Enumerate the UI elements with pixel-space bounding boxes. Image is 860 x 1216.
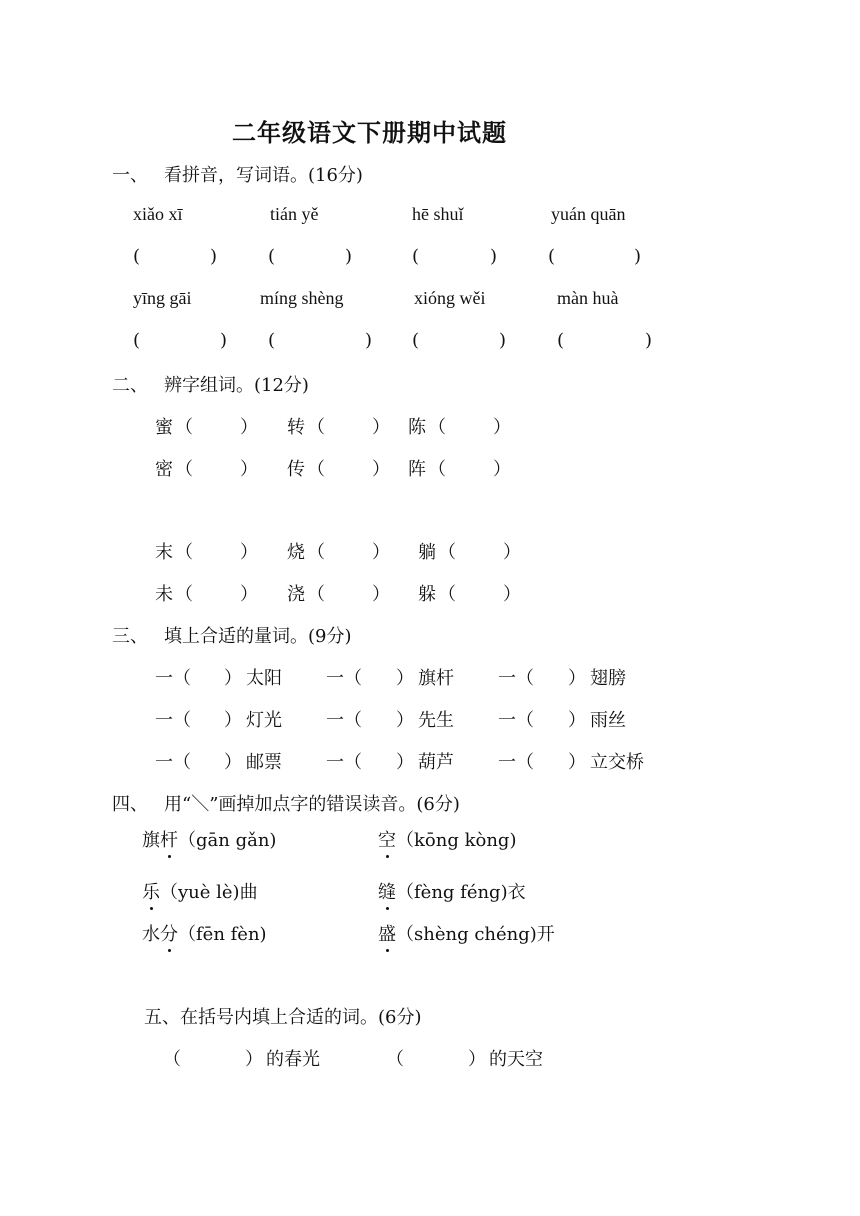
pinyin-item: míng shèng	[260, 288, 344, 308]
answer-blank-open[interactable]: （	[307, 542, 325, 563]
word-char: 转	[287, 417, 305, 438]
section-number: 四、	[112, 794, 148, 815]
noun-text: 立交桥	[590, 752, 644, 773]
noun-text: 先生	[418, 710, 454, 731]
answer-blank-open[interactable]: (	[412, 330, 420, 351]
noun-text: 雨丝	[590, 710, 626, 731]
word-char: 浇	[287, 584, 305, 605]
word-char: 末	[155, 542, 173, 563]
answer-blank-open[interactable]: （	[175, 459, 193, 480]
pinyin-item: yuán quān	[551, 204, 626, 224]
answer-blank-close: ）	[372, 417, 390, 438]
pronunciation-item[interactable]	[142, 920, 267, 946]
dotted-char: 盛	[378, 920, 396, 946]
answer-blank-open[interactable]: (	[133, 330, 141, 351]
answer-blank-open[interactable]: （	[307, 417, 325, 438]
pronunciation-item[interactable]	[142, 878, 258, 904]
answer-blank-close: )	[645, 330, 653, 351]
word-char: 躺	[418, 542, 436, 563]
answer-blank-close: ）	[396, 752, 414, 773]
answer-blank-open[interactable]: （	[307, 459, 325, 480]
phrase-text: 的天空	[489, 1049, 543, 1070]
answer-blank-close: )	[345, 246, 353, 267]
answer-blank-open[interactable]: (	[412, 246, 420, 267]
measure-word-blank[interactable]: 一（	[498, 710, 534, 731]
answer-blank-close: ）	[396, 668, 414, 689]
section-heading: 五、在括号内填上合适的词。(6分)	[144, 1007, 422, 1028]
plain-char: 曲	[239, 882, 258, 903]
pinyin-item: xióng wěi	[414, 288, 486, 308]
section-number: 一、	[112, 165, 148, 186]
noun-text: 葫芦	[418, 752, 454, 773]
measure-word-blank[interactable]: 一（	[498, 668, 534, 689]
section-heading: 填上合适的量词。(9分)	[164, 626, 352, 647]
answer-blank-close: ）	[568, 710, 586, 731]
answer-blank-close: )	[490, 246, 498, 267]
answer-blank-open[interactable]: （	[163, 1049, 181, 1070]
answer-blank-open[interactable]: （	[175, 542, 193, 563]
reading-options: （yuè lè)	[160, 882, 240, 903]
answer-blank-open[interactable]: (	[268, 246, 276, 267]
answer-blank-close: ）	[224, 752, 242, 773]
answer-blank-close: ）	[503, 542, 521, 563]
answer-blank-open[interactable]: （	[438, 542, 456, 563]
answer-blank-close: ）	[503, 584, 521, 605]
answer-blank-open[interactable]: （	[438, 584, 456, 605]
answer-blank-close: ）	[224, 668, 242, 689]
reading-options: （fèng féng)	[396, 882, 508, 903]
word-char: 蜜	[155, 417, 173, 438]
pronunciation-item[interactable]	[378, 878, 526, 904]
word-char: 阵	[408, 459, 426, 480]
answer-blank-close: ）	[493, 459, 511, 480]
answer-blank-open[interactable]: （	[386, 1049, 404, 1070]
answer-blank-close: ）	[568, 668, 586, 689]
dotted-char: 空	[378, 826, 396, 852]
answer-blank-close: )	[634, 246, 642, 267]
phrase-text: 的春光	[266, 1049, 320, 1070]
pinyin-item: tián yě	[270, 204, 319, 224]
dotted-char: 杆	[160, 826, 178, 852]
word-char: 未	[155, 584, 173, 605]
measure-word-blank[interactable]: 一（	[326, 752, 362, 773]
page-title: 二年级语文下册期中试题	[232, 118, 507, 147]
dotted-char: 分	[160, 920, 178, 946]
answer-blank-open[interactable]: （	[307, 584, 325, 605]
dotted-char: 乐	[142, 878, 160, 904]
answer-blank-close: ）	[372, 542, 390, 563]
plain-char: 旗	[142, 830, 160, 851]
answer-blank-open[interactable]: (	[133, 246, 141, 267]
answer-blank-close: ）	[372, 459, 390, 480]
answer-blank-open[interactable]: (	[548, 246, 556, 267]
answer-blank-close: ）	[240, 459, 258, 480]
noun-text: 太阳	[246, 668, 282, 689]
word-char: 烧	[287, 542, 305, 563]
measure-word-blank[interactable]: 一（	[326, 710, 362, 731]
word-char: 密	[155, 459, 173, 480]
reading-options: （gān gǎn)	[178, 830, 277, 851]
pinyin-item: màn huà	[557, 288, 619, 308]
section-heading: 看拼音，写词语。(16分)	[164, 165, 363, 186]
section-number: 三、	[112, 626, 148, 647]
pinyin-item: xiǎo xī	[133, 204, 183, 224]
noun-text: 灯光	[246, 710, 282, 731]
answer-blank-open[interactable]: （	[175, 417, 193, 438]
measure-word-blank[interactable]: 一（	[155, 752, 191, 773]
answer-blank-close: ）	[372, 584, 390, 605]
answer-blank-close: ）	[568, 752, 586, 773]
plain-char: 开	[536, 924, 555, 945]
reading-options: （kōng kòng)	[396, 830, 517, 851]
pronunciation-item[interactable]	[378, 826, 516, 852]
section-heading: 辨字组词。(12分)	[164, 375, 309, 396]
answer-blank-close: )	[220, 330, 228, 351]
plain-char: 衣	[507, 882, 526, 903]
noun-text: 翅膀	[590, 668, 626, 689]
answer-blank-close: ）	[468, 1049, 486, 1070]
noun-text: 旗杆	[418, 668, 454, 689]
measure-word-blank[interactable]: 一（	[498, 752, 534, 773]
answer-blank-close: ）	[493, 417, 511, 438]
reading-options: （shèng chéng)	[396, 924, 537, 945]
answer-blank-close: )	[210, 246, 218, 267]
pinyin-item: yīng gāi	[133, 288, 192, 308]
pronunciation-item[interactable]	[378, 920, 555, 946]
plain-char: 水	[142, 924, 160, 945]
dotted-char: 缝	[378, 878, 396, 904]
section-number: 二、	[112, 375, 148, 396]
answer-blank-open[interactable]: (	[268, 330, 276, 351]
word-char: 陈	[408, 417, 426, 438]
pinyin-item: hē shuǐ	[412, 204, 464, 224]
answer-blank-close: ）	[396, 710, 414, 731]
section-heading: 用“＼”画掉加点字的错误读音。(6分)	[164, 794, 460, 815]
answer-blank-open[interactable]: （	[428, 417, 446, 438]
answer-blank-close: )	[365, 330, 373, 351]
answer-blank-close: ）	[240, 584, 258, 605]
measure-word-blank[interactable]: 一（	[155, 710, 191, 731]
answer-blank-open[interactable]: （	[175, 584, 193, 605]
answer-blank-close: ）	[240, 542, 258, 563]
reading-options: （fēn fèn)	[178, 924, 267, 945]
answer-blank-close: )	[499, 330, 507, 351]
word-char: 躲	[418, 584, 436, 605]
answer-blank-open[interactable]: （	[428, 459, 446, 480]
measure-word-blank[interactable]: 一（	[155, 668, 191, 689]
measure-word-blank[interactable]: 一（	[326, 668, 362, 689]
pronunciation-item[interactable]	[142, 826, 276, 852]
word-char: 传	[287, 459, 305, 480]
noun-text: 邮票	[246, 752, 282, 773]
answer-blank-close: ）	[245, 1049, 263, 1070]
answer-blank-close: ）	[240, 417, 258, 438]
answer-blank-close: ）	[224, 710, 242, 731]
answer-blank-open[interactable]: (	[557, 330, 565, 351]
